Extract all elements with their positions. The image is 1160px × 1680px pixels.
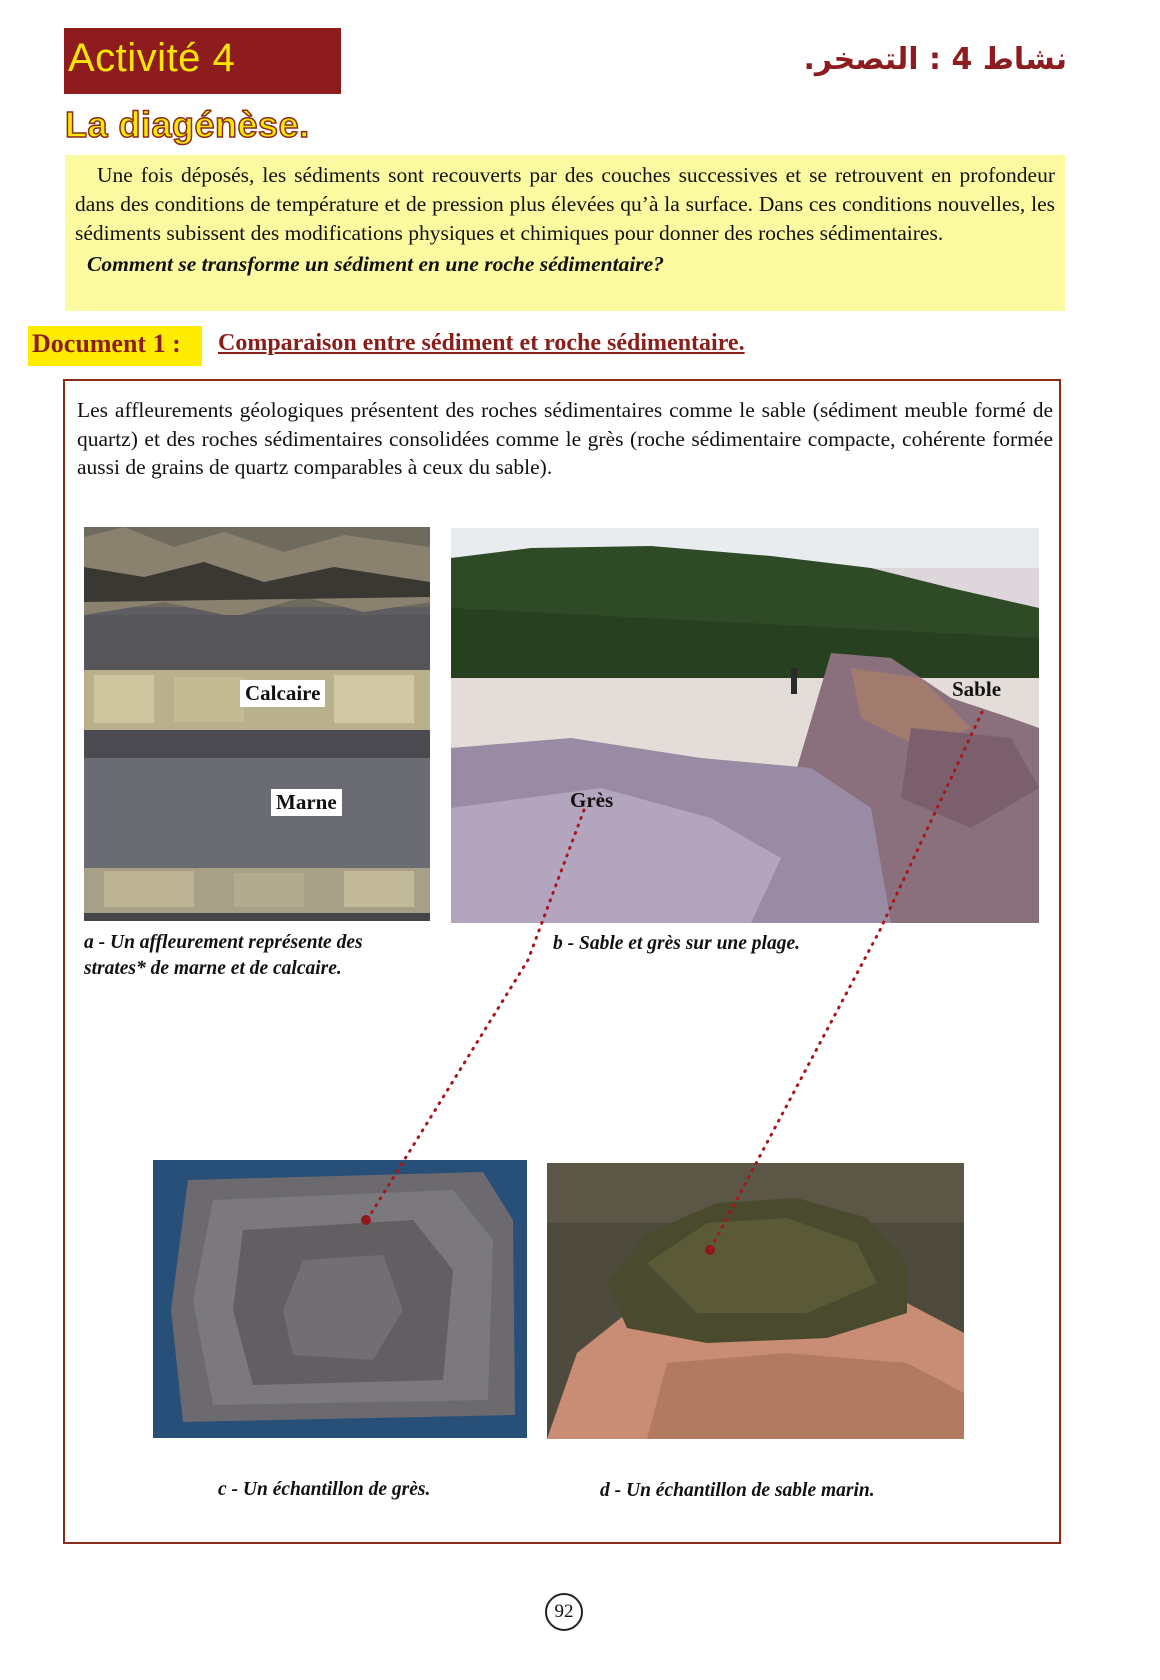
page-subtitle: La diagénèse.	[65, 104, 310, 145]
document-text: Les affleurements géologiques présentent des roches sédimentaires comme le sable (sédiment meuble formé de quartz) et des roches sédimentaires consolidées comme le grès (roche sédimentaire compacte, cohérente formée aussi de grains de quartz comparables à ceux du sable).	[77, 398, 1053, 479]
label-gres: Grès	[570, 788, 614, 812]
intro-paragraph: Une fois déposés, les sédiments sont recouverts par des couches successives et se retrouvent en profondeur dans des conditions de température et de pression plus élevées qu’à la surface. Dans ces conditions nouvelles, les sédiments subissent des modifications physiques et chimiques pour donner des roches sédimentaires.	[75, 163, 1055, 245]
photo-outcrop	[84, 527, 430, 921]
label-sable: Sable	[952, 677, 1002, 701]
photo-beach	[451, 528, 1039, 923]
page-number: 92	[545, 1593, 583, 1631]
caption-d: d - Un échantillon de sable marin.	[600, 1480, 875, 1501]
caption-b: b - Sable et grès sur une plage.	[553, 933, 801, 954]
document-label: Document 1 :	[28, 326, 202, 366]
activity-title: Activité 4	[68, 36, 236, 80]
caption-c: c - Un échantillon de grès.	[218, 1479, 431, 1500]
intro-question: Comment se transforme un sédiment en une roche sédimentaire?	[87, 252, 664, 276]
caption-a: a - Un affleurement représente des strates* de marne et de calcaire.	[84, 932, 363, 979]
photo-sandstone	[153, 1160, 527, 1438]
activity-title-box	[64, 28, 341, 94]
document-title: Comparaison entre sédiment et roche sédimentaire.	[218, 330, 745, 356]
arabic-title: نشاط 4 : التصخر.	[803, 42, 1067, 77]
intro-box	[65, 155, 1065, 311]
label-calcaire: Calcaire	[240, 680, 325, 707]
photo-sand	[547, 1163, 964, 1439]
label-marne: Marne	[271, 789, 342, 816]
